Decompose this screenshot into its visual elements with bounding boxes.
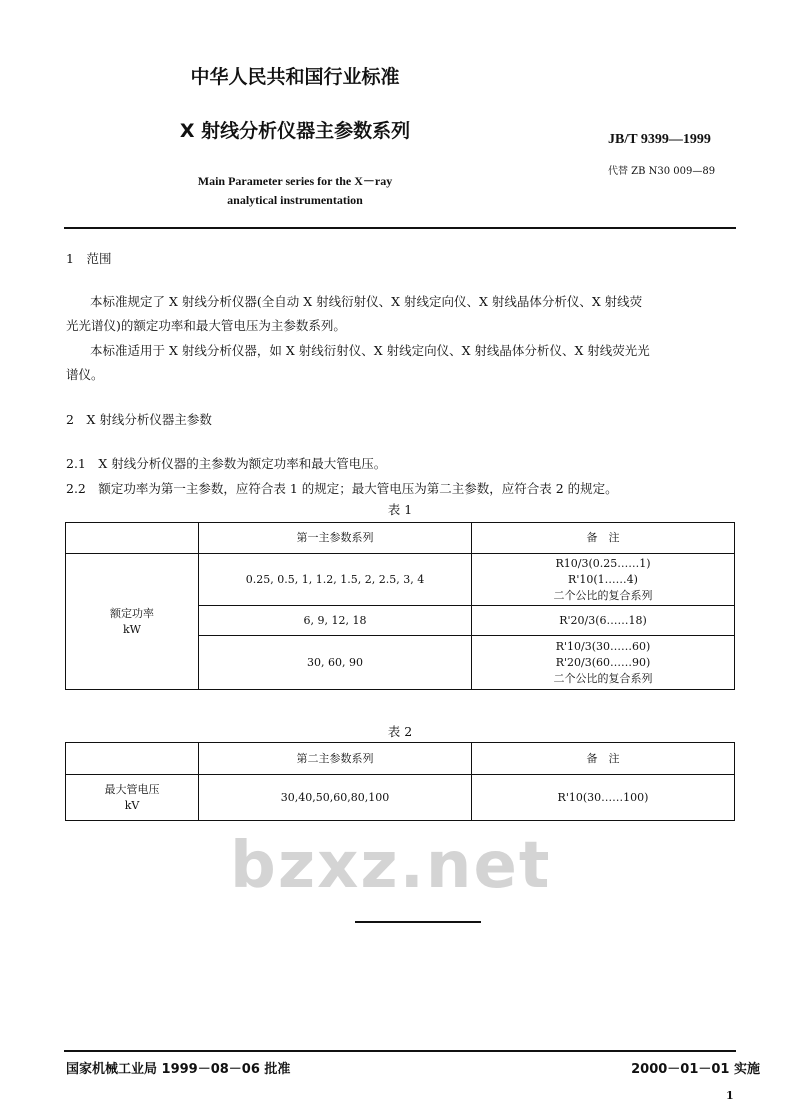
section-1-heading: 1 范围 xyxy=(66,251,112,266)
clause-2-2: 2.2 额定功率为第一主参数，应符合表 1 的规定；最大管电压为第二主参数，应符合表 2 的规定。 xyxy=(66,481,618,496)
row-label-text: 额定功率 xyxy=(110,606,154,620)
table-cell: R'10(30……100) xyxy=(472,775,735,821)
table-2-caption: 表 2 xyxy=(387,724,413,739)
table-cell xyxy=(472,636,735,690)
table-cell: 30,40,50,60,80,100 xyxy=(199,775,472,821)
title-en-1: Main Parameter series for the X－ray xyxy=(197,174,393,188)
note: R10/3(0.25……1) xyxy=(555,556,651,570)
implementation-date: 2000－01－01 实施 xyxy=(631,1062,760,1077)
note: R'10/3(30……60) xyxy=(555,639,651,653)
watermark: bzxz.net xyxy=(230,829,552,903)
paragraph-line: 本标准规定了 X 射线分析仪器(全自动 X 射线衍射仪、X 射线定向仪、X 射线晶体分析仪、X 射线荧 xyxy=(90,294,643,309)
note: R'10(1……4) xyxy=(568,572,638,586)
footer-rule xyxy=(64,1050,736,1052)
row-label-unit: kW xyxy=(123,622,141,636)
row-label xyxy=(66,554,199,690)
table-header: 备 注 xyxy=(472,743,735,775)
table-header: 第一主参数系列 xyxy=(199,523,472,554)
header-rule xyxy=(64,227,736,229)
note: 二个公比的复合系列 xyxy=(553,588,653,602)
paragraph-line: 光光谱仪)的额定功率和最大管电压为主参数系列。 xyxy=(66,318,346,333)
table-cell: R'20/3(6……18) xyxy=(472,606,735,636)
table-cell: 30, 60, 90 xyxy=(199,636,472,690)
row-label-text: 最大管电压 xyxy=(104,782,160,796)
standard-code: JB/T 9399—1999 xyxy=(608,132,711,147)
note: 二个公比的复合系列 xyxy=(553,671,653,685)
standard-org: 中华人民共和国行业标准 xyxy=(190,66,400,88)
row-label xyxy=(66,775,199,821)
document-title: X 射线分析仪器主参数系列 xyxy=(179,120,411,142)
table-cell xyxy=(472,554,735,606)
row-label-unit: kV xyxy=(124,798,140,812)
clause-2-1: 2.1 X 射线分析仪器的主参数为额定功率和最大管电压。 xyxy=(66,456,387,471)
end-rule xyxy=(355,921,481,923)
paragraph-line: 谱仪。 xyxy=(66,367,104,382)
title-en-2: analytical instrumentation xyxy=(227,193,363,207)
table-cell: 0.25, 0.5, 1, 1.2, 1.5, 2, 2.5, 3, 4 xyxy=(199,554,472,606)
note: R'20/3(60……90) xyxy=(555,655,651,669)
table-cell: 6, 9, 12, 18 xyxy=(199,606,472,636)
table-header: 第二主参数系列 xyxy=(199,743,472,775)
table-header: 备 注 xyxy=(472,523,735,554)
paragraph-line: 本标准适用于 X 射线分析仪器，如 X 射线衍射仪、X 射线定向仪、X 射线晶体分析仪、X 射线荧光光 xyxy=(90,343,650,358)
approval-date: 国家机械工业局 1999－08－06 批准 xyxy=(66,1062,291,1077)
table-2 xyxy=(65,742,735,821)
replaces-code: 代替 ZB N30 009—89 xyxy=(608,166,716,177)
page-number: 1 xyxy=(726,1089,734,1102)
table-1-caption: 表 1 xyxy=(387,502,413,517)
table-1 xyxy=(65,522,735,690)
section-2-heading: 2 X 射线分析仪器主参数 xyxy=(66,412,212,427)
